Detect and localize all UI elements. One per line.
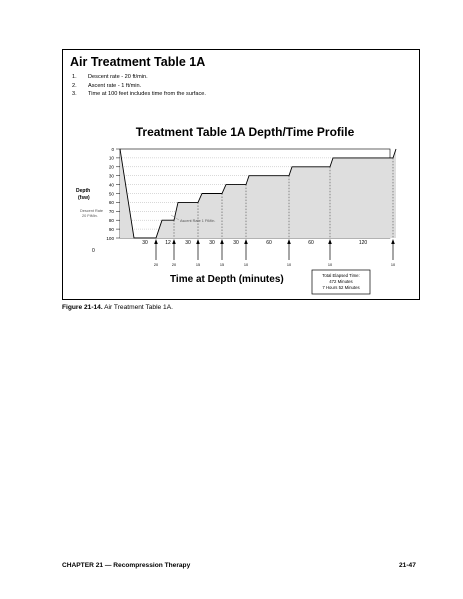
y-tick-label: 50 <box>108 191 114 197</box>
ascent-rate-label: Ascent Rate 1 FtMin. <box>180 219 216 223</box>
stop-time-label: 60 <box>308 240 314 246</box>
notes-list <box>72 73 206 99</box>
x-axis-label: Time at Depth (minutes) <box>170 274 284 285</box>
note-text: Descent rate - 20 ft/min. <box>88 74 148 80</box>
stop-time-label: 12 <box>165 240 171 246</box>
note-number: 2. <box>72 82 77 89</box>
figure-caption <box>62 304 173 311</box>
stop-time-label: 30 <box>233 240 239 246</box>
ascent-arrow-head <box>328 239 332 244</box>
ascent-time-label: 20 <box>171 263 177 267</box>
y-axis-ticks <box>106 147 120 241</box>
stop-time-label: 60 <box>266 240 272 246</box>
caption-text: Air Treatment Table 1A. <box>104 304 173 311</box>
elapsed-time-minutes: 472 Minutes <box>329 279 353 284</box>
y-tick-label: 20 <box>108 164 114 170</box>
elapsed-time-hours: 7 Hours 52 Minutes <box>322 285 360 290</box>
ascent-arrow-head <box>172 239 176 244</box>
ascent-time-label: 15 <box>219 263 225 267</box>
stop-time-label: 30 <box>209 240 215 246</box>
note-text: Ascent rate - 1 ft/min. <box>88 82 142 89</box>
ascent-time-label: 10 <box>286 263 292 267</box>
ascent-time-label: 20 <box>153 263 159 267</box>
ascent-time-label: 15 <box>195 263 201 267</box>
ascent-time-label: 10 <box>243 263 249 267</box>
chapter-footer: CHAPTER 21 — Recompression Therapy <box>62 562 191 569</box>
y-tick-label: 100 <box>106 235 114 241</box>
stop-time-label: 120 <box>358 240 368 246</box>
y-tick-label: 60 <box>108 200 114 206</box>
y-tick-label: 90 <box>108 226 114 232</box>
note-number: 3. <box>72 91 77 98</box>
note-text: Time at 100 feet includes time from the surface. <box>88 91 206 98</box>
caption-label: Figure 21-14. <box>62 304 103 311</box>
ascent-arrow-head <box>244 239 248 244</box>
elapsed-time-title: Total Elapsed Time: <box>322 273 360 278</box>
y-tick-label: 10 <box>108 155 114 161</box>
y-tick-label: 0 <box>111 146 114 152</box>
y-tick-label: 30 <box>108 173 114 179</box>
page-number: 21-47 <box>399 562 416 569</box>
note-item <box>72 82 206 91</box>
ascent-time-label: 10 <box>390 263 396 267</box>
ascent-arrow-head <box>154 239 158 244</box>
descent-rate-label: Descent Rate <box>80 209 104 213</box>
ascent-arrow-head <box>196 239 200 244</box>
note-number: 1. <box>72 74 77 80</box>
y-axis-unit: (fsw) <box>78 195 90 201</box>
x-origin-label: 0 <box>92 248 95 254</box>
descent-rate-value: 20 FtMin. <box>82 214 98 218</box>
y-tick-label: 40 <box>108 182 114 188</box>
depth-time-chart <box>70 120 408 298</box>
table-title: Air Treatment Table 1A <box>70 55 206 69</box>
y-tick-label: 70 <box>108 209 114 215</box>
ascent-arrow-head <box>220 239 224 244</box>
ascent-arrow-head <box>391 239 395 244</box>
y-tick-label: 80 <box>108 218 114 223</box>
chart-title: Treatment Table 1A Depth/Time Profile <box>135 125 355 139</box>
note-item <box>72 73 206 82</box>
stop-time-label: 30 <box>185 240 191 246</box>
y-axis-label: Depth <box>76 188 91 194</box>
ascent-arrow-head <box>287 239 291 244</box>
note-item <box>72 90 206 99</box>
stop-time-label: 30 <box>142 240 148 246</box>
ascent-time-label: 10 <box>327 263 333 267</box>
